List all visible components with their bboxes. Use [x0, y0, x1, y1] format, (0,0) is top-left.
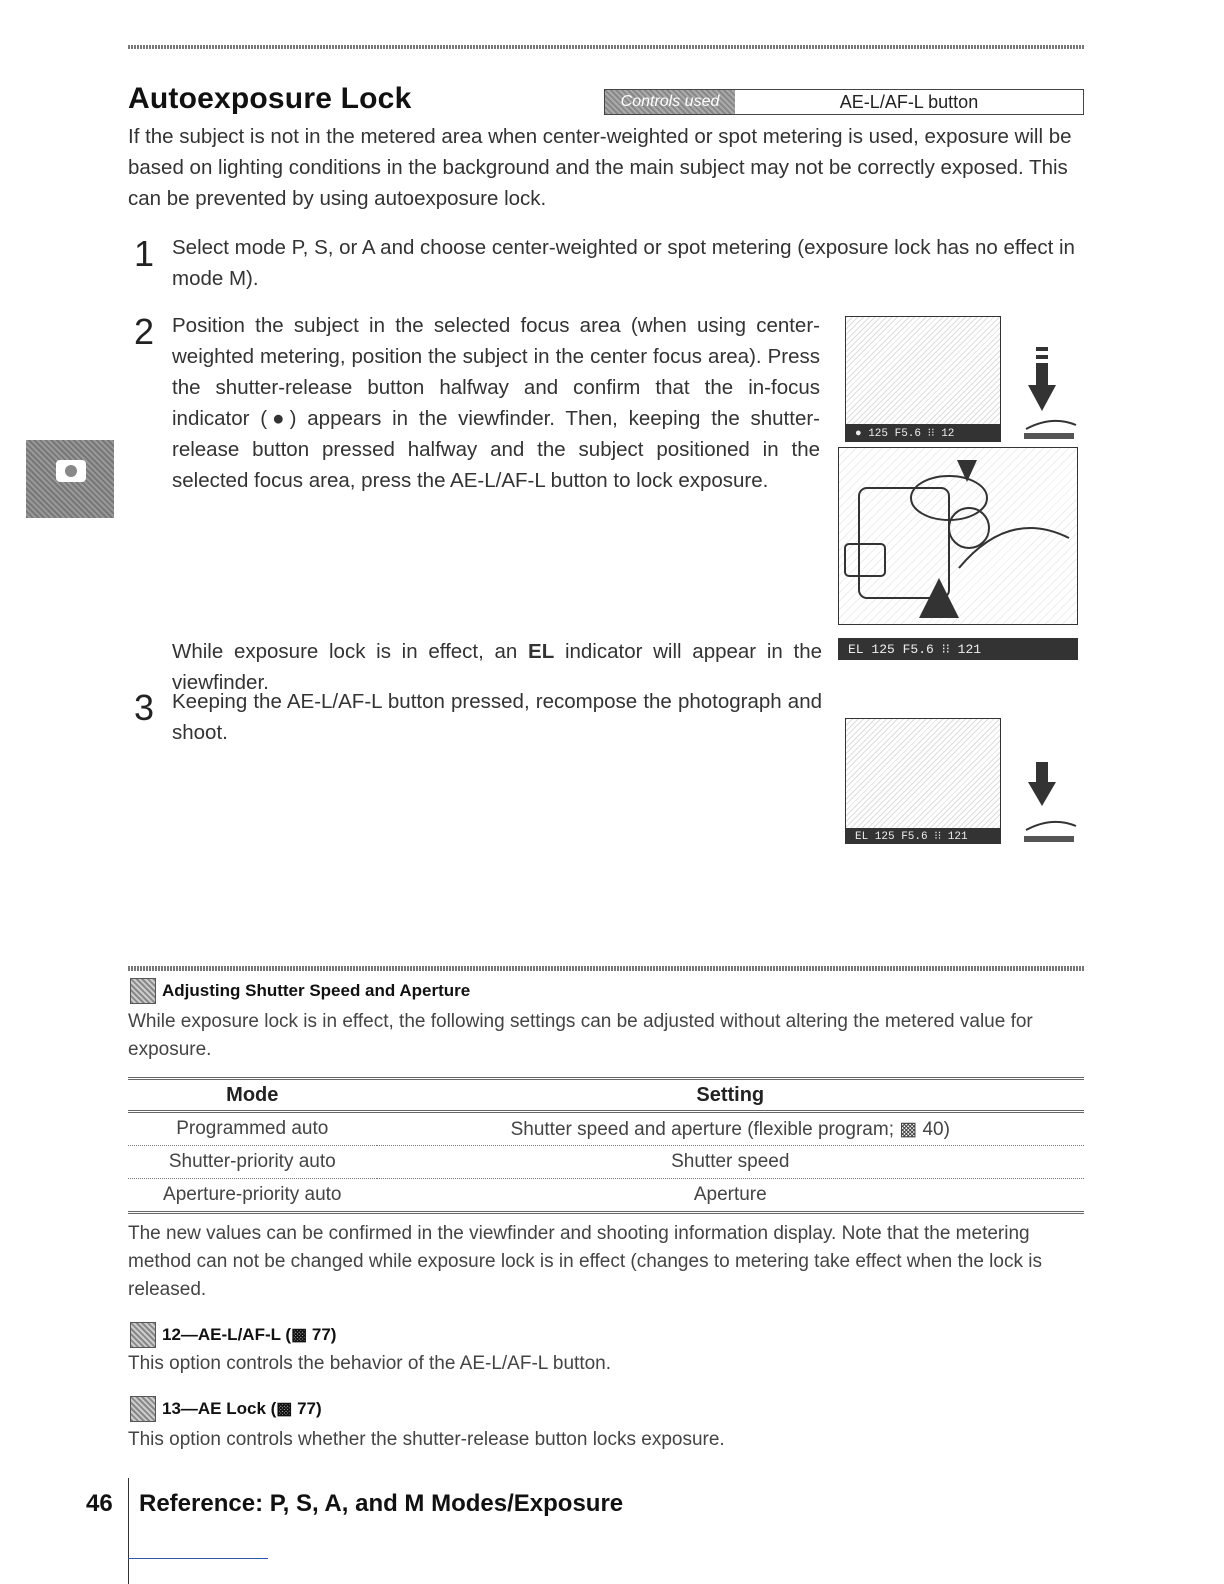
step-3-number: 3 — [134, 687, 155, 728]
controls-used-box — [604, 89, 1084, 115]
table-cell: Programmed auto — [128, 1112, 377, 1146]
viewfinder-figure-2 — [845, 718, 1001, 844]
step-2-text: Position the subject in the selected focus area (when using center-weighted metering, position the subject in the center focus area). Press the shutter-release button halfway and confirm that the in-focus indicator (●) appears in the viewfinder. Then, keeping the shutter-release button pressed halfway and the subject positioned in the selected focus area, press the AE-L/AF-L button to lock exposure. — [172, 314, 820, 492]
table-row — [128, 1179, 1084, 1213]
note-after: The new values can be confirmed in the viewfinder and shooting information display. Note that the metering method can not be changed while exposure lock is in effect (changes to metering take effect when the lock is released. — [128, 1223, 1042, 1300]
custom-setting-13-text: This option controls whether the shutter-release button locks exposure. — [128, 1429, 725, 1450]
custom-setting-12-text: This option controls the behavior of the AE-L/AF-L button. — [128, 1353, 612, 1374]
table-header-mode: Mode — [128, 1079, 377, 1112]
note-heading — [130, 978, 470, 1004]
custom-setting-12-heading — [130, 1322, 336, 1348]
custom-setting-13-heading — [130, 1396, 322, 1422]
table-header-setting: Setting — [377, 1079, 1084, 1112]
el-text-bold: EL — [528, 640, 555, 663]
table-row — [128, 1112, 1084, 1146]
camera-illustration-icon — [839, 448, 1077, 624]
el-text-pre: While exposure lock is in effect, an — [172, 640, 529, 663]
table-cell: Aperture-priority auto — [128, 1179, 377, 1213]
table-cell: Shutter speed and aperture (flexible program; ▩ 40) — [377, 1112, 1084, 1146]
camera-hand-figure — [838, 447, 1078, 625]
table-cell: Aperture — [377, 1179, 1084, 1213]
el-text-post: indicator will appear in the viewfinder. — [172, 640, 823, 694]
note-title: Adjusting Shutter Speed and Aperture — [162, 981, 471, 1000]
footer-underline — [128, 1558, 268, 1559]
top-rule — [128, 45, 1084, 49]
step-1-text: Select mode P, S, or A and choose center-weighted or spot metering (exposure lock has no effect in mode M). — [172, 236, 1075, 290]
camera-icon — [56, 460, 86, 482]
note-icon — [130, 978, 156, 1004]
custom-setting-13-title: 13—AE Lock (▩ 77) — [162, 1399, 322, 1418]
step-2-number: 2 — [134, 311, 155, 352]
controls-used-value: AE-L/AF-L button — [839, 91, 979, 112]
controls-used-label: Controls used — [605, 90, 735, 114]
table-cell: Shutter-priority auto — [128, 1146, 377, 1179]
step-1-number: 1 — [134, 233, 155, 274]
settings-table — [128, 1077, 1084, 1214]
viewfinder-readout-2: EL 125 F5.6 ⁝⁝ 121 — [845, 828, 1001, 844]
custom-setting-12-title: 12—AE-L/AF-L (▩ 77) — [162, 1325, 337, 1344]
footer-divider — [128, 1478, 129, 1584]
table-header-row — [128, 1079, 1084, 1112]
note-rule — [128, 966, 1084, 971]
table-row — [128, 1146, 1084, 1179]
note-intro: While exposure lock is in effect, the following settings can be adjusted without altering the metered value for exposure. — [128, 1011, 1033, 1060]
camera-tab — [26, 440, 114, 518]
down-arrow-icon — [1022, 345, 1078, 445]
pencil-icon — [130, 1322, 156, 1348]
footer-title: Reference: P, S, A, and M Modes/Exposure — [139, 1490, 624, 1517]
down-arrow-icon-2 — [1022, 760, 1078, 850]
page-number: 46 — [86, 1490, 113, 1517]
page-title: Autoexposure Lock — [128, 82, 412, 115]
pencil-icon — [130, 1396, 156, 1422]
viewfinder-readout-1: ● 125 F5.6 ⁝⁝ 12 — [845, 424, 1001, 442]
viewfinder-el-readout: EL 125 F5.6 ⁝⁝ 121 — [838, 638, 1078, 660]
table-cell: Shutter speed — [377, 1146, 1084, 1179]
intro-paragraph: If the subject is not in the metered area when center-weighted or spot metering is used, exposure will be based on lighting conditions in the background and the main subject may not be correctly exposed. This can be prevented by using autoexposure lock. — [128, 125, 1072, 210]
step-3-text: Keeping the AE-L/AF-L button pressed, recompose the photograph and shoot. — [172, 690, 822, 744]
